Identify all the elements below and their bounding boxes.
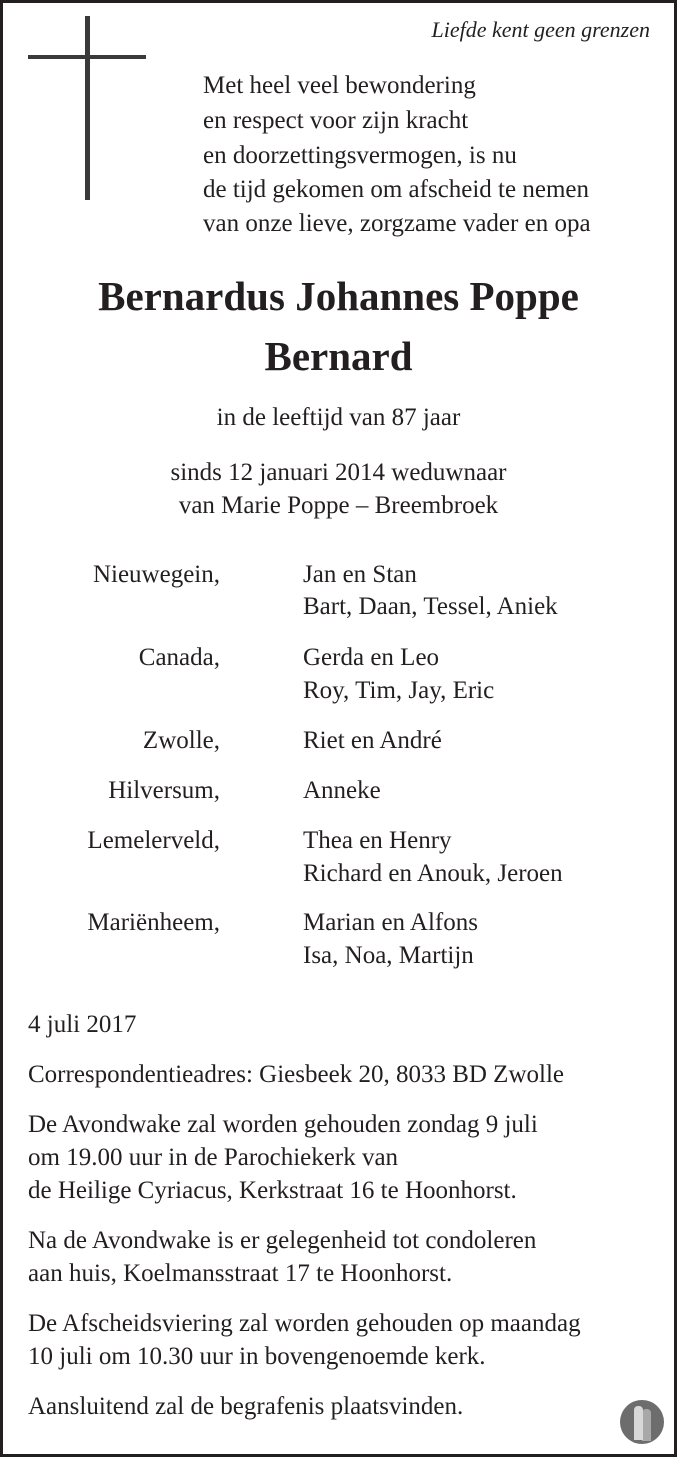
- paragraph-line: De Avondwake zal worden gehouden zondag 9 juli: [28, 1111, 538, 1138]
- family-place: Canada,: [138, 644, 220, 671]
- address: Correspondentieadres: Giesbeek 20, 8033 BD Zwolle: [28, 1061, 564, 1088]
- intro-line: en doorzettingsvermogen, is nu: [203, 142, 517, 169]
- paragraph-line: De Afscheidsviering zal worden gehouden op maandag: [28, 1310, 581, 1337]
- family-place: Lemelerveld,: [87, 827, 220, 854]
- family-place: Nieuwegein,: [92, 561, 220, 588]
- widower-line: sinds 12 januari 2014 weduwnaar: [170, 459, 507, 486]
- deceased-name: Bernardus Johannes Poppe: [98, 273, 579, 319]
- family-names: Jan en Stan: [303, 561, 417, 588]
- motto: Liefde kent geen grenzen: [431, 17, 650, 42]
- deceased-nickname: Bernard: [264, 333, 413, 379]
- family-names: Roy, Tim, Jay, Eric: [303, 677, 495, 704]
- paragraph-line: om 19.00 uur in de Parochiekerk van: [28, 1144, 399, 1171]
- intro-line: van onze lieve, zorgzame vader en opa: [203, 210, 591, 237]
- paragraph-line: aan huis, Koelmansstraat 17 te Hoonhorst.: [28, 1260, 453, 1287]
- intro-line: Met heel veel bewondering: [203, 72, 476, 99]
- family-names: Riet en André: [303, 727, 442, 754]
- paragraph-line: Na de Avondwake is er gelegenheid tot condoleren: [28, 1227, 537, 1254]
- cross-icon-bar: [28, 55, 146, 59]
- family-names: Thea en Henry: [303, 827, 452, 854]
- embrace-logo-icon: [620, 1400, 664, 1444]
- figure-shape: [634, 1406, 643, 1440]
- family-names: Richard en Anouk, Jeroen: [303, 860, 563, 887]
- intro-line: en respect voor zijn kracht: [203, 107, 469, 134]
- family-names: Marian en Alfons: [303, 909, 478, 936]
- family-place: Hilversum,: [108, 777, 220, 804]
- family-names: Isa, Noa, Martijn: [303, 942, 474, 969]
- widower-line: van Marie Poppe – Breembroek: [178, 492, 499, 519]
- age-line: in de leeftijd van 87 jaar: [216, 404, 461, 431]
- paragraph-line: Aansluitend zal de begrafenis plaatsvinden.: [28, 1393, 464, 1420]
- cross-icon: [85, 16, 90, 200]
- paragraph-line: de Heilige Cyriacus, Kerkstraat 16 te Hoonhorst.: [28, 1177, 517, 1204]
- date: 4 juli 2017: [28, 1011, 137, 1038]
- family-names: Anneke: [303, 777, 381, 804]
- intro-line: de tijd gekomen om afscheid te nemen: [203, 176, 589, 203]
- paragraph-line: 10 juli om 10.30 uur in bovengenoemde kerk.: [28, 1343, 486, 1370]
- family-names: Gerda en Leo: [303, 644, 440, 671]
- family-place: Zwolle,: [142, 727, 220, 754]
- family-names: Bart, Daan, Tessel, Aniek: [303, 593, 558, 620]
- family-place: Mariënheem,: [87, 909, 220, 936]
- figure-shape: [642, 1409, 651, 1441]
